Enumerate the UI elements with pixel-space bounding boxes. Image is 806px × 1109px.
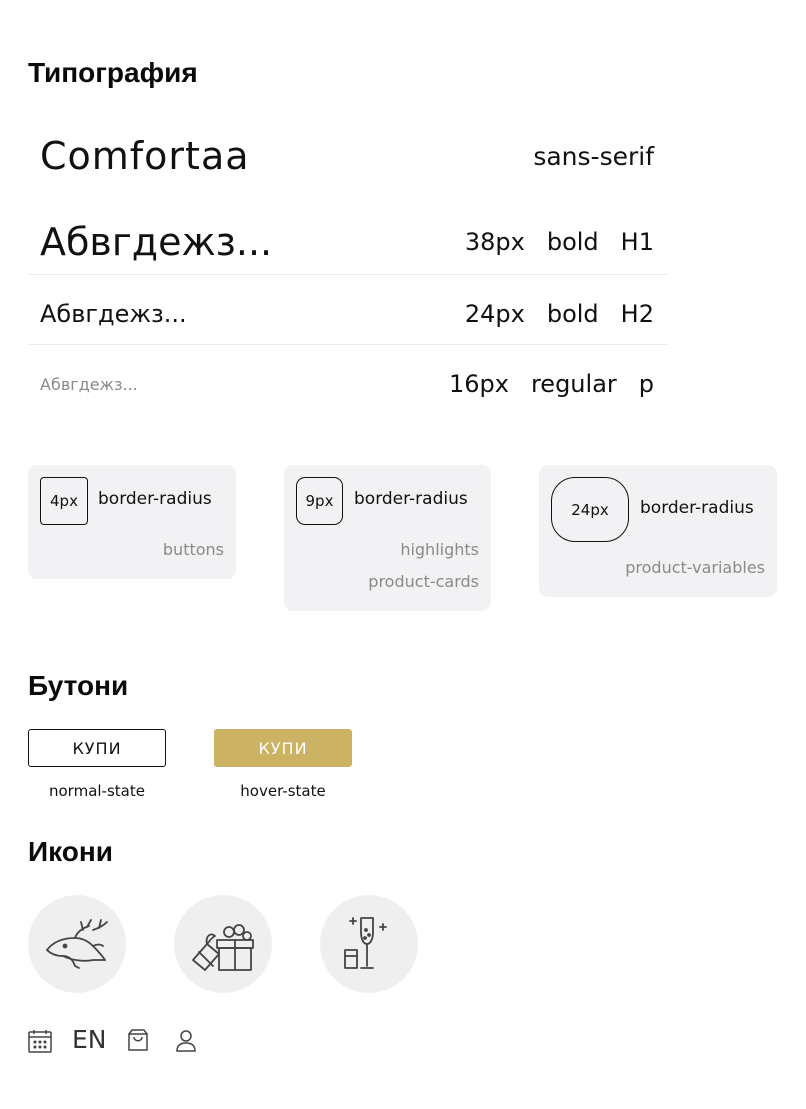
type-weight-p: regular bbox=[530, 370, 617, 398]
calendar-icon[interactable] bbox=[28, 1029, 52, 1053]
type-size-h1: 38px bbox=[464, 228, 525, 256]
gift-box-icon bbox=[174, 895, 272, 993]
type-tag-h2: H2 bbox=[620, 300, 654, 328]
divider bbox=[28, 344, 668, 345]
type-tag-h1: H1 bbox=[620, 228, 654, 256]
radius-label: border-radius bbox=[98, 489, 212, 509]
radius-card-4px bbox=[28, 465, 236, 579]
divider bbox=[28, 274, 668, 275]
buy-button-hover[interactable]: КУПИ bbox=[214, 729, 352, 767]
type-size-h2: 24px bbox=[464, 300, 525, 328]
radius-label: border-radius bbox=[354, 489, 468, 509]
type-size-p: 16px bbox=[448, 370, 509, 398]
type-sample-h2: Абвгдежз... bbox=[40, 300, 187, 328]
radius-swatch: 9px bbox=[296, 477, 343, 525]
radius-usage: highlights bbox=[400, 540, 479, 559]
radius-swatch: 24px bbox=[551, 477, 629, 542]
shopping-bag-icon[interactable] bbox=[127, 1028, 149, 1052]
radius-label: border-radius bbox=[640, 498, 754, 518]
type-weight-h2: bold bbox=[546, 300, 599, 328]
type-tag-p: p bbox=[638, 370, 654, 398]
deer-icon bbox=[28, 895, 126, 993]
language-switch[interactable]: EN bbox=[72, 1025, 107, 1054]
font-fallback: sans-serif bbox=[533, 141, 654, 171]
type-weight-h1: bold bbox=[546, 228, 599, 256]
radius-card-24px bbox=[539, 465, 777, 597]
user-icon[interactable] bbox=[175, 1029, 197, 1053]
radius-card-9px bbox=[284, 465, 491, 611]
champagne-icon bbox=[320, 895, 418, 993]
radius-usage: product-variables bbox=[625, 558, 765, 577]
radius-swatch: 4px bbox=[40, 477, 88, 525]
radius-usage: product-cards bbox=[368, 572, 479, 591]
font-family-row bbox=[28, 128, 668, 184]
type-row-h1 bbox=[28, 214, 668, 270]
icons-title: Икони bbox=[28, 836, 113, 867]
typography-title: Типография bbox=[28, 57, 198, 88]
type-row-p bbox=[28, 362, 668, 406]
button-state-caption: normal-state bbox=[49, 782, 145, 800]
buy-button-normal[interactable]: КУПИ bbox=[28, 729, 166, 767]
type-row-h2 bbox=[28, 292, 668, 336]
button-state-caption: hover-state bbox=[240, 782, 326, 800]
buttons-title: Бутони bbox=[28, 670, 129, 701]
type-sample-p: Абвгдежз... bbox=[40, 374, 138, 394]
font-name: Comfortaa bbox=[40, 134, 250, 178]
type-sample-h1: Абвгдежз... bbox=[40, 220, 273, 264]
radius-usage: buttons bbox=[162, 540, 224, 559]
